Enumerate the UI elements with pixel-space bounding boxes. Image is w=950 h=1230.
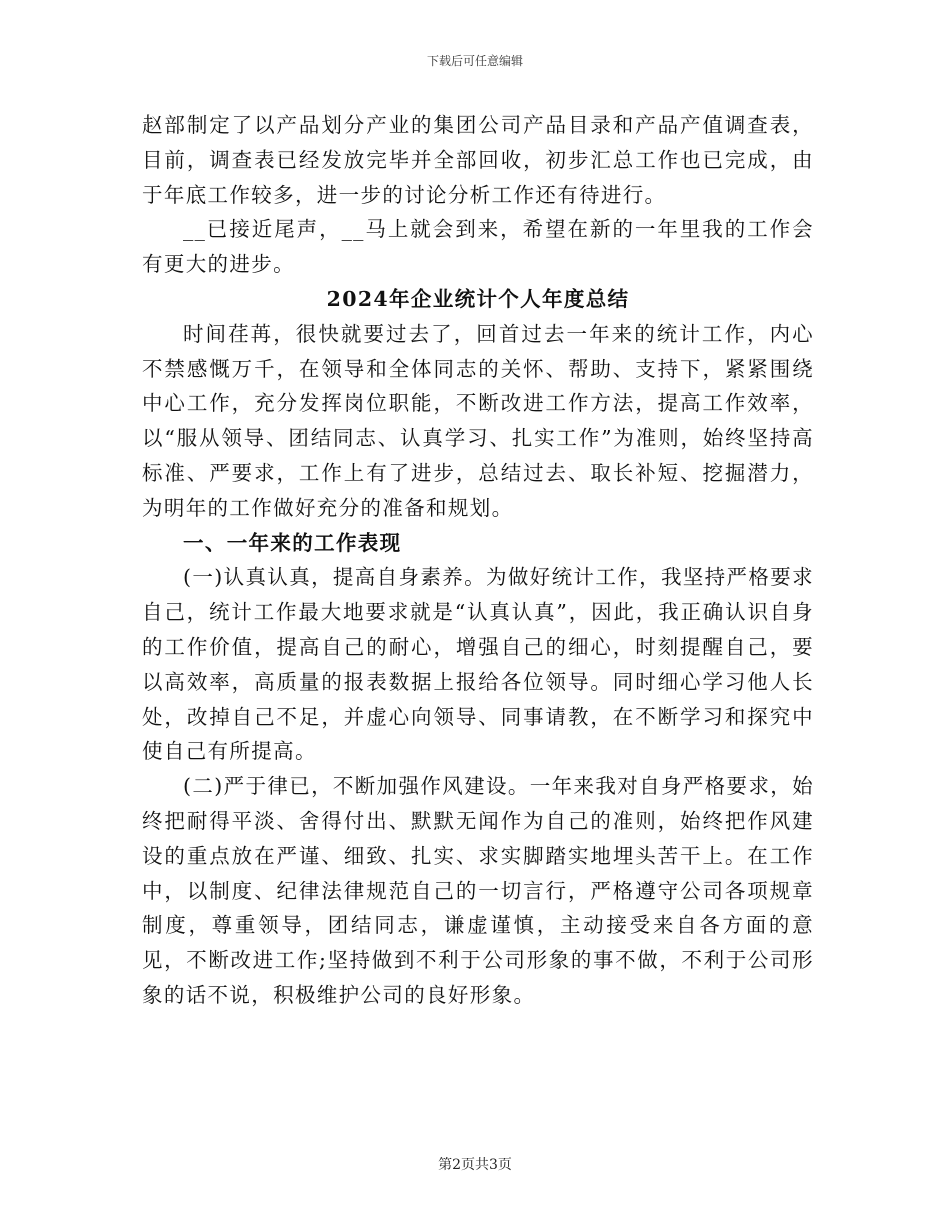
paragraph-item-2: (二)严于律已，不断加强作风建设。一年来我对自身严格要求，始终把耐得平淡、舍得付出、默默无闻作为自己的准则，始终把作风建设的重点放在严谨、细致、扎实、求实脚踏实地埋头苦干上。在工作中，以制度、纪律法律规范自己的一切言行，严格遵守公司各项规章制度，尊重领导，团结同志，谦虚谨慎，主动接受来自各方面的意见，不断改进工作;坚持做到不利于公司形象的事不做，不利于公司形象的话不说，积极维护公司的良好形象。 — [142, 774, 814, 1007]
section-heading: 一、一年来的工作表现 — [183, 530, 402, 555]
document-body — [142, 108, 814, 1013]
document-title: 2024年企业统计个人年度总结 — [326, 286, 630, 311]
paragraph-continued: 赵部制定了以产品划分产业的集团公司产品目录和产品产值调查表，目前，调查表已经发放完毕并全部回收，初步汇总工作也已完成，由于年底工作较多，进一步的讨论分析工作还有待进行。 — [142, 113, 814, 207]
page-header-note: 下载后可任意编辑 — [426, 54, 523, 68]
paragraph-intro: 时间荏苒，很快就要过去了，回首过去一年来的统计工作，内心不禁感慨万千，在领导和全体同志的关怀、帮助、支持下，紧紧围绕中心工作，充分发挥岗位职能，不断改进工作方法，提高工作效率，以“服从领导、团结同志、认真学习、扎实工作”为准则，始终坚持高标准、严要求，工作上有了进步，总结过去、取长补短、挖掘潜力，为明年的工作做好充分的准备和规划。 — [142, 321, 814, 520]
paragraph-closing: __已接近尾声，__马上就会到来，希望在新的一年里我的工作会有更大的进步。 — [142, 217, 814, 277]
paragraph-item-1: (一)认真认真，提高自身素养。为做好统计工作，我坚持严格要求自己，统计工作最大地要求就是“认真认真”，因此，我正确认识自身的工作价值，提高自己的耐心，增强自己的细心，时刻提醒自己，要以高效率，高质量的报表数据上报给各位领导。同时细心学习他人长处，改掉自己不足，并虚心向领导、同事请教，在不断学习和探究中使自己有所提高。 — [142, 565, 814, 764]
page-number: 第2页共3页 — [438, 1157, 512, 1173]
